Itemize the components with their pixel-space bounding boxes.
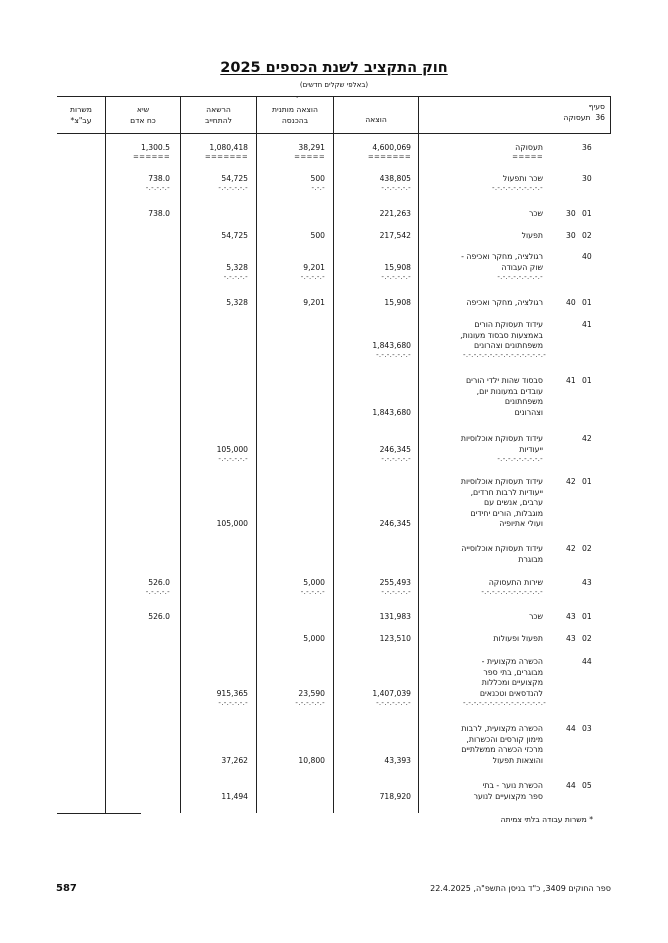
row-expense-value: 1,407,039 bbox=[372, 688, 411, 698]
table-header-border bbox=[57, 133, 611, 134]
row-description-line: רגולציה, מחקר ואכיפה - bbox=[461, 252, 543, 261]
row-commitment-value: 37,262 bbox=[221, 755, 248, 765]
row-description-line: תפעול ופעולות bbox=[493, 634, 543, 643]
footnote: * משרות עבודה בלתי צמיתה bbox=[500, 815, 593, 824]
row-conditional-value: 5,000 bbox=[303, 578, 325, 587]
row-description-line: עידוד תעסוקת אוכלוסיות bbox=[460, 477, 543, 486]
row-description-line: תעסוקה bbox=[515, 143, 543, 152]
row-peak-value: 738.0 bbox=[148, 209, 170, 218]
column-divider bbox=[418, 96, 419, 813]
row-description-line: משפחתונים וצהרונים bbox=[474, 341, 543, 350]
row-conditional-underline: -.-.-.-.- bbox=[300, 588, 325, 596]
row-description-underline: -.-.-.-.-.-.-.-.- bbox=[497, 454, 543, 463]
row-code: 41 bbox=[582, 320, 592, 329]
row-description-line: מימון קורסים והכשרות, bbox=[466, 734, 543, 744]
page-subtitle: (באלפי שקלים חדשים) bbox=[299, 81, 369, 89]
row-commitment-value: 54,725 bbox=[221, 174, 248, 183]
row-commitment-underline: -.-.-.-.-.- bbox=[218, 454, 248, 463]
row-commitment-value: 11,494 bbox=[221, 791, 248, 801]
row-peak-underline: ====== bbox=[133, 153, 170, 161]
row-expense-value: 131,983 bbox=[379, 612, 411, 621]
row-code: 02 bbox=[582, 634, 592, 643]
row-conditional-value: 5,000 bbox=[303, 634, 325, 643]
row-expense-value: 246,345 bbox=[379, 519, 411, 528]
row-expense-value: 43,393 bbox=[384, 755, 411, 765]
row-description-line: וצהרונים bbox=[514, 407, 543, 417]
row-commitment-value: 54,725 bbox=[221, 231, 248, 240]
row-section: 30 bbox=[566, 209, 576, 218]
row-section: 44 bbox=[566, 724, 576, 733]
header-peak-manpower: שיא כח אדם bbox=[130, 105, 156, 125]
row-description-line: שוק העבודה bbox=[501, 262, 543, 272]
row-conditional-underline: -.-.- bbox=[311, 184, 325, 192]
row-code: 02 bbox=[582, 231, 592, 240]
row-code: 01 bbox=[582, 612, 592, 621]
row-commitment-underline: ======= bbox=[204, 153, 248, 161]
row-description bbox=[425, 724, 543, 766]
row-description-underline: -.-.-.-.-.-.-.-.- bbox=[497, 272, 543, 281]
row-expense-underline: -.-.-.-.-.- bbox=[381, 588, 411, 596]
header-section: סעיף 36 תעסוקה bbox=[563, 102, 605, 122]
row-commitment-value: 105,000 bbox=[216, 519, 248, 528]
row-expense-value: 4,600,069 bbox=[372, 143, 411, 152]
row-section: 43 bbox=[566, 634, 576, 643]
row-description-line: שכר ותפעול bbox=[502, 174, 543, 183]
row-code: 44 bbox=[582, 657, 592, 666]
row-code: 40 bbox=[582, 252, 592, 261]
row-description bbox=[425, 320, 543, 352]
row-description-line: ייעודיות לרבות חרדים, bbox=[470, 487, 543, 497]
row-commitment-underline: -.-.-.-.-.- bbox=[218, 184, 248, 192]
row-code: 01 bbox=[582, 298, 592, 307]
row-description bbox=[425, 252, 543, 273]
row-peak-value: 738.0 bbox=[148, 174, 170, 183]
row-description-line: להנדסאים וטכנאים bbox=[479, 688, 543, 698]
row-conditional-value: 38,291 bbox=[298, 143, 325, 152]
row-expense-value: 15,908 bbox=[384, 298, 411, 307]
row-code: 30 bbox=[582, 174, 592, 183]
header-positions: משרות עב"צ* bbox=[70, 105, 92, 125]
table-bottom-border bbox=[57, 813, 141, 814]
header-dot: . bbox=[296, 92, 299, 100]
row-expense-underline: -.-.-.-.-.-.- bbox=[376, 351, 411, 359]
row-description bbox=[425, 376, 543, 418]
row-conditional-value: 500 bbox=[310, 231, 325, 240]
row-conditional-underline: -.-.-.-.- bbox=[300, 272, 325, 281]
row-description-line: באמצעות סבסוד מעונות, bbox=[460, 330, 543, 340]
row-expense-value: 1,843,680 bbox=[372, 407, 411, 417]
row-section: 42 bbox=[566, 544, 576, 553]
row-expense-value: 221,263 bbox=[379, 209, 411, 218]
row-description bbox=[425, 781, 543, 802]
row-description-line: הכשרת נוער - בתי bbox=[482, 781, 543, 790]
row-description-line: והוצאות תפעול bbox=[492, 755, 543, 765]
row-description bbox=[425, 231, 543, 242]
row-peak-value: 526.0 bbox=[148, 612, 170, 621]
row-expense-underline: ======= bbox=[367, 153, 411, 161]
row-description-line: מוגבלות, הורים יחידים bbox=[470, 508, 543, 518]
row-conditional-value: 500 bbox=[310, 174, 325, 183]
row-expense-value: 255,493 bbox=[379, 578, 411, 587]
row-description-line: עובדים במעונות יום, bbox=[476, 386, 543, 396]
table-top-border bbox=[57, 96, 611, 97]
row-code: 36 bbox=[582, 143, 592, 152]
row-description-line: ספר מקצועיים לנוער bbox=[473, 791, 543, 801]
row-description-line: מקצועיים ומכללות bbox=[481, 678, 543, 687]
row-expense-value: 15,908 bbox=[384, 262, 411, 272]
row-description bbox=[425, 174, 543, 185]
row-commitment-underline: -.-.-.-.- bbox=[223, 272, 248, 281]
row-code: 01 bbox=[582, 477, 592, 486]
row-commitment-value: 1,080,418 bbox=[209, 143, 248, 152]
row-description-line: עידוד תעסוקת הורים bbox=[474, 320, 543, 329]
row-peak-value: 1,300.5 bbox=[141, 143, 170, 152]
row-expense-value: 217,542 bbox=[379, 231, 411, 240]
row-description bbox=[425, 612, 543, 623]
row-commitment-value: 915,365 bbox=[216, 688, 248, 698]
page-number: 587 bbox=[56, 883, 77, 894]
row-description bbox=[425, 477, 543, 530]
row-description-line: שכר bbox=[528, 612, 543, 621]
row-expense-underline: -.-.-.-.-.- bbox=[381, 272, 411, 281]
row-expense-underline: -.-.-.-.-.- bbox=[381, 454, 411, 463]
row-description-line: תפעול bbox=[521, 231, 543, 240]
row-expense-value: 123,510 bbox=[379, 634, 411, 643]
row-peak-value: 526.0 bbox=[148, 578, 170, 587]
row-conditional-value: 9,201 bbox=[303, 262, 325, 272]
row-description-underline: -.-.-.-.-.-.-.-.-.-.-.- bbox=[481, 588, 543, 596]
row-description bbox=[425, 143, 543, 154]
row-description-line: מבוגרת bbox=[518, 554, 543, 564]
row-description-line: מרכזי הכשרה ממשלתיים bbox=[461, 745, 543, 754]
row-commitment-value: 5,328 bbox=[226, 298, 248, 307]
row-description-line: ועולי אתיופיה bbox=[499, 519, 543, 528]
row-description-line: הכשרה מקצועית, לרבות bbox=[461, 724, 543, 733]
row-description-underline: ===== bbox=[512, 153, 543, 161]
row-description-line: שירות התעסוקה bbox=[488, 578, 543, 587]
row-commitment-value: 105,000 bbox=[216, 444, 248, 454]
row-section: 30 bbox=[566, 231, 576, 240]
column-divider bbox=[105, 96, 106, 813]
row-description bbox=[425, 634, 543, 645]
row-description-underline: -.-.-.-.-.-.-.-.-.- bbox=[492, 184, 543, 192]
row-section: 40 bbox=[566, 298, 576, 307]
row-expense-underline: -.-.-.-.-.- bbox=[381, 184, 411, 192]
row-code: 01 bbox=[582, 209, 592, 218]
row-commitment-value: 5,328 bbox=[226, 262, 248, 272]
row-peak-underline: -.-.-.-.- bbox=[145, 588, 170, 596]
row-code: 05 bbox=[582, 781, 592, 790]
header-expense: הוצאה bbox=[365, 115, 387, 124]
page-title: חוק התקציב לשנת הכספים 2025 bbox=[220, 60, 448, 76]
row-description bbox=[425, 434, 543, 455]
row-description-underline: -.-.-.-.-.-.-.-.-.-.-.-.-.-.-.- bbox=[463, 698, 547, 707]
row-description bbox=[425, 578, 543, 589]
row-section: 44 bbox=[566, 781, 576, 790]
row-description-line: ערבים, אנשים עם bbox=[484, 498, 543, 507]
header-conditional-expense: הוצאה מותנית בהכנסה bbox=[272, 105, 318, 125]
row-description bbox=[425, 657, 543, 699]
row-code: 43 bbox=[582, 578, 592, 587]
row-expense-value: 438,805 bbox=[379, 174, 411, 183]
row-description bbox=[425, 544, 543, 565]
row-code: 01 bbox=[582, 376, 592, 385]
row-commitment-underline: -.-.-.-.-.- bbox=[218, 698, 248, 707]
row-description-line: שכר bbox=[528, 209, 543, 218]
column-divider bbox=[610, 96, 611, 133]
row-peak-underline: -.-.-.-.- bbox=[145, 184, 170, 192]
row-section: 42 bbox=[566, 477, 576, 486]
row-expense-value: 246,345 bbox=[379, 444, 411, 454]
row-description-underline: -.-.-.-.-.-.-.-.-.-.-.-.-.-.-.- bbox=[463, 351, 547, 359]
row-conditional-underline: -.-.-.-.-.- bbox=[295, 698, 325, 707]
row-description-line: משפחתונים bbox=[504, 397, 543, 406]
row-section: 41 bbox=[566, 376, 576, 385]
row-description-line: מבוגרים, בתי ספר bbox=[483, 667, 543, 677]
row-description-line: הכשרה מקצועית - bbox=[481, 657, 543, 666]
row-expense-value: 1,843,680 bbox=[372, 341, 411, 350]
row-description-line: ייעודיות bbox=[519, 444, 543, 454]
row-conditional-value: 23,590 bbox=[298, 688, 325, 698]
row-description bbox=[425, 298, 543, 309]
row-code: 03 bbox=[582, 724, 592, 733]
row-conditional-value: 9,201 bbox=[303, 298, 325, 307]
row-conditional-value: 10,800 bbox=[298, 755, 325, 765]
row-description-line: סבסוד שהות ילדי הורים bbox=[465, 376, 543, 385]
row-description bbox=[425, 209, 543, 220]
row-code: 02 bbox=[582, 544, 592, 553]
row-code: 42 bbox=[582, 434, 592, 443]
row-conditional-underline: ===== bbox=[294, 153, 325, 161]
row-description-line: עידוד תעסוקת אוכלוסייה bbox=[461, 544, 543, 553]
publication-line: ספר החוקים 3409, כ"ד בניסן התשפ"ה, 22.4.2025 bbox=[430, 884, 611, 893]
row-section: 43 bbox=[566, 612, 576, 621]
row-expense-underline: -.-.-.-.-.-.- bbox=[376, 698, 411, 707]
row-description-line: עידוד תעסוקת אוכלוסיות bbox=[460, 434, 543, 443]
row-expense-value: 718,920 bbox=[379, 791, 411, 801]
row-description-line: רגולציה, מחקר ואכיפה bbox=[466, 298, 543, 307]
header-commitment: הרשאה להתחייב bbox=[204, 105, 233, 125]
